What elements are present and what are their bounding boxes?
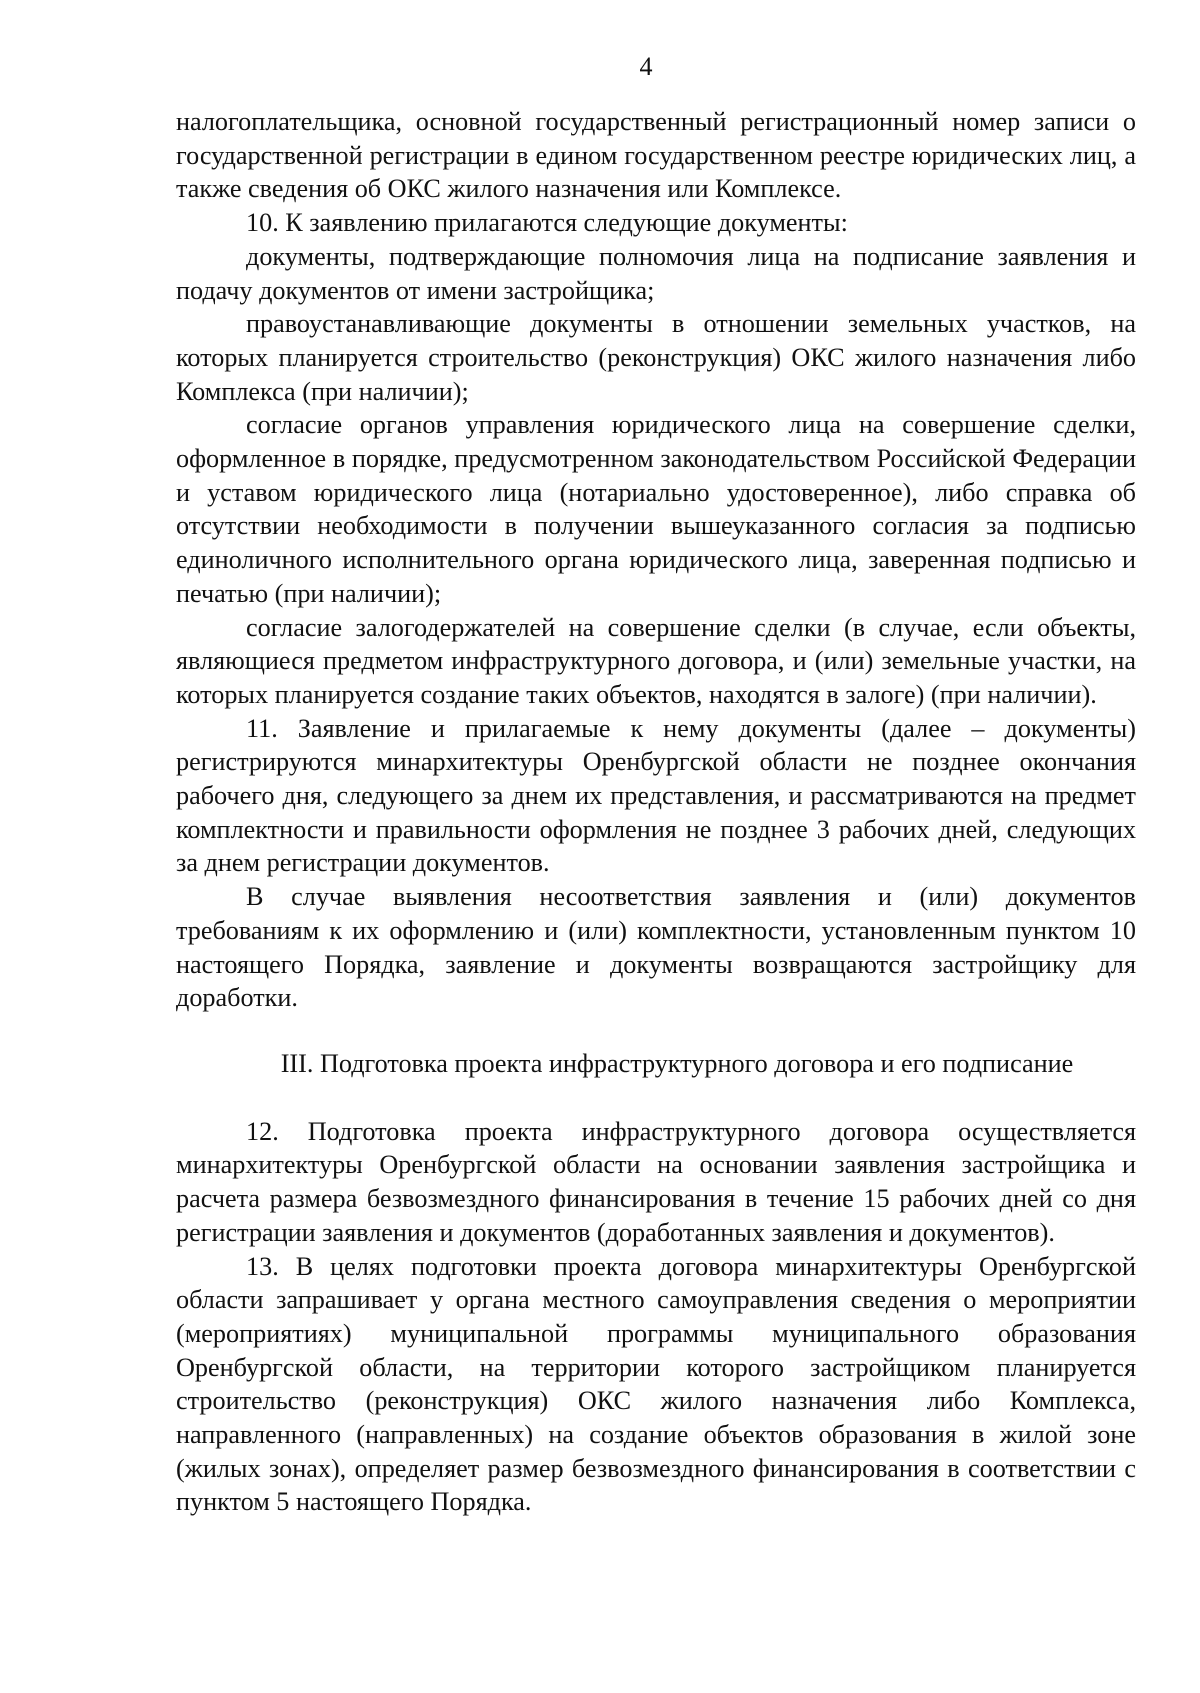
page-number: 4 bbox=[639, 52, 653, 81]
paragraph-10-item-1: документы, подтверждающие полномочия лица на подписание заявления и подачу документов от имени застройщика; bbox=[176, 241, 1136, 305]
document-body bbox=[176, 105, 1136, 1519]
paragraph-continuation: налогоплательщика, основной государственный регистрационный номер записи о государственной регистрации в едином государственном реестре юридических лиц, а также сведения об ОКС жилого назначения или Комплексе. bbox=[176, 107, 1136, 204]
paragraph-10-item-3: согласие органов управления юридического лица на совершение сделки, оформленное в порядке, предусмотренном законодательством Российской Федерации и уставом юридического лица (нотариально удостоверенное), либо справка об отсутствии необходимости в получении вышеуказанного согласия за подписью единоличного исполнительного органа юридического лица, заверенная подписью и печатью (при наличии); bbox=[176, 410, 1136, 608]
paragraph-13: 13. В целях подготовки проекта договора минархитектуры Оренбургской области запрашивает у органа местного самоуправления сведения о мероприятии (мероприятиях) муниципальной программы муниципального образования Оренбургской области, на территории которого застройщиком планируется строительство (реконструкция) ОКС жилого назначения либо Комплекса, направленного (направленных) на создание объектов образования в жилой зоне (жилых зонах), определяет размер безвозмездного финансирования в соответствии с пунктом 5 настоящего Порядка. bbox=[176, 1251, 1136, 1517]
paragraph-11: 11. Заявление и прилагаемые к нему документы (далее – документы) регистрируются минархитектуры Оренбургской области не позднее окончания рабочего дня, следующего за днем их представления, и рассматриваются на предмет комплектности и правильности оформления не позднее 3 рабочих дней, следующих за днем регистрации документов. bbox=[176, 713, 1136, 878]
paragraph-12: 12. Подготовка проекта инфраструктурного договора осуществляется минархитектуры Оренбургской области на основании заявления застройщика и расчета размера безвозмездного финансирования в течение 15 рабочих дней со дня регистрации заявления и документов (доработанных заявления и документов). bbox=[176, 1116, 1136, 1247]
section-3-heading: III. Подготовка проекта инфраструктурного договора и его подписание bbox=[280, 1048, 1074, 1078]
paragraph-10-item-2: правоустанавливающие документы в отношении земельных участков, на которых планируется строительство (реконструкция) ОКС жилого назначения либо Комплекса (при наличии); bbox=[176, 309, 1136, 406]
paragraph-10-intro: 10. К заявлению прилагаются следующие документы: bbox=[246, 208, 848, 238]
paragraph-10-item-4: согласие залогодержателей на совершение сделки (в случае, если объекты, являющиеся предметом инфраструктурного договора, и (или) земельные участки, на которых планируется создание таких объектов, находятся в залоге) (при наличии). bbox=[176, 612, 1136, 709]
paragraph-11-second: В случае выявления несоответствия заявления и (или) документов требованиям к их оформлению и (или) комплектности, установленным пунктом 10 настоящего Порядка, заявление и документы возвращаются застройщику для доработки. bbox=[176, 882, 1136, 1013]
